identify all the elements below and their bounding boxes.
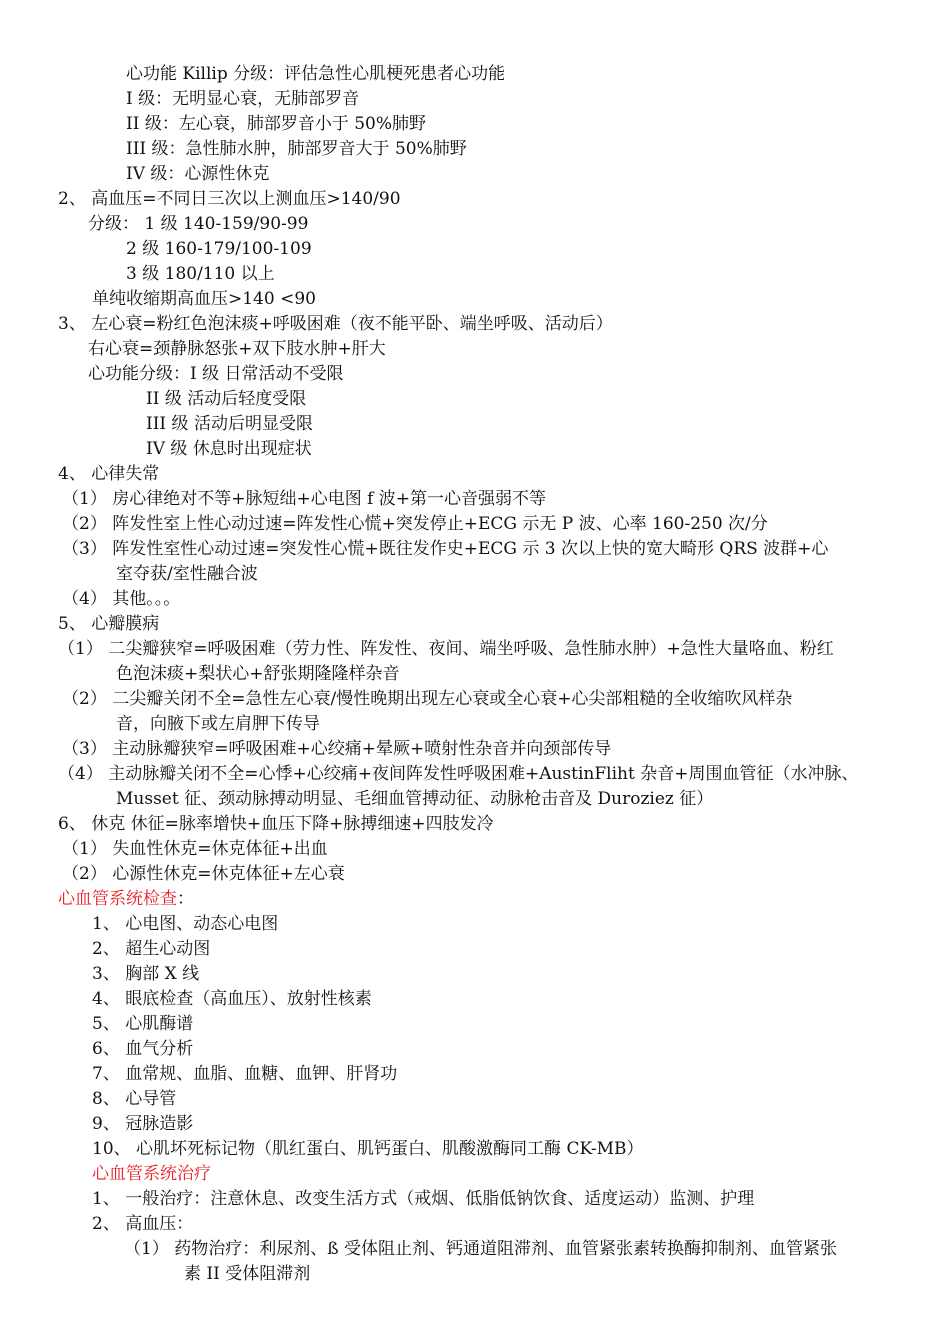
red-title-text: 心血管系统检查 <box>58 889 177 909</box>
list-item: （1） 失血性休克=休克体征+出血 <box>62 839 328 859</box>
text-line: II 级：左心衰，肺部罗音小于 50%肺野 <box>126 114 427 134</box>
text-line: 分级： 1 级 140-159/90-99 <box>88 214 309 234</box>
text-line: I 级：无明显心衰，无肺部罗音 <box>126 89 360 109</box>
list-item: （3） 主动脉瓣狭窄=呼吸困难+心绞痛+晕厥+喷射性杂音并向颈部传导 <box>62 739 612 759</box>
list-item: （3） 阵发性室性心动过速=突发性心慌+既往发作史+ECG 示 3 次以上快的宽大畸形 QRS 波群+心 <box>62 539 829 559</box>
text-line: III 级 活动后明显受限 <box>146 414 313 434</box>
red-section-title <box>58 887 194 912</box>
text-line: 右心衰=颈静脉怒张+双下肢水肿+肝大 <box>88 339 386 359</box>
section-heading: 3、 左心衰=粉红色泡沫痰+呼吸困难（夜不能平卧、端坐呼吸、活动后） <box>58 314 613 334</box>
list-item: 9、 冠脉造影 <box>92 1114 194 1134</box>
list-item-continuation: 室夺获/室性融合波 <box>116 564 258 584</box>
list-item: 2、 超生心动图 <box>92 939 211 959</box>
list-item: （2） 阵发性室上性心动过速=阵发性心慌+突发停止+ECG 示无 P 波、心率 160-250 次/分 <box>62 514 768 534</box>
text-line: 2 级 160-179/100-109 <box>126 239 312 259</box>
list-item: （4） 主动脉瓣关闭不全=心悸+心绞痛+夜间阵发性呼吸困难+AustinFliht 杂音+周围血管征（水冲脉、 <box>58 764 859 784</box>
list-item: 5、 心肌酶谱 <box>92 1014 194 1034</box>
list-item: 3、 胸部 X 线 <box>92 964 200 984</box>
list-item-continuation: 素 II 受体阻滞剂 <box>184 1264 311 1284</box>
list-item: （1） 二尖瓣狭窄=呼吸困难（劳力性、阵发性、夜间、端坐呼吸、急性肺水肿）+急性大量咯血、粉红 <box>58 639 834 659</box>
section-heading: 2、 高血压=不同日三次以上测血压>140/90 <box>58 189 401 209</box>
section-heading: 5、 心瓣膜病 <box>58 614 160 634</box>
text-line: IV 级 休息时出现症状 <box>146 439 312 459</box>
list-item: （1） 房心律绝对不等+脉短绌+心电图 f 波+第一心音强弱不等 <box>62 489 547 509</box>
title-colon: ： <box>177 889 194 909</box>
list-item-continuation: 色泡沫痰+梨状心+舒张期隆隆样杂音 <box>116 664 400 684</box>
list-item: 1、 一般治疗：注意休息、改变生活方式（戒烟、低脂低钠饮食、适度运动）监测、护理 <box>92 1189 755 1209</box>
list-item-continuation: Musset 征、颈动脉搏动明显、毛细血管搏动征、动脉枪击音及 Duroziez 征） <box>116 789 714 809</box>
text-line: IV 级：心源性休克 <box>126 164 270 184</box>
text-line: III 级：急性肺水肿，肺部罗音大于 50%肺野 <box>126 139 467 159</box>
list-item: （4） 其他。。。 <box>62 589 181 609</box>
list-item: （1） 药物治疗：利尿剂、ß 受体阻止剂、钙通道阻滞剂、血管紧张素转换酶抑制剂、血管紧张 <box>124 1239 837 1259</box>
text-line: 单纯收缩期高血压>140 <90 <box>92 289 316 309</box>
section-heading: 4、 心律失常 <box>58 464 160 484</box>
list-item: 6、 血气分析 <box>92 1039 194 1059</box>
list-item: 8、 心导管 <box>92 1089 177 1109</box>
list-item: 4、 眼底检查（高血压）、放射性核素 <box>92 989 372 1009</box>
list-item: 2、 高血压： <box>92 1214 194 1234</box>
red-section-title: 心血管系统治疗 <box>92 1164 211 1184</box>
list-item: 7、 血常规、血脂、血糖、血钾、肝肾功 <box>92 1064 398 1084</box>
section-heading: 6、 休克 休征=脉率增快+血压下降+脉搏细速+四肢发冷 <box>58 814 494 834</box>
list-item: （2） 心源性休克=休克体征+左心衰 <box>62 864 345 884</box>
text-line: II 级 活动后轻度受限 <box>146 389 307 409</box>
list-item: 1、 心电图、动态心电图 <box>92 914 279 934</box>
text-line: 3 级 180/110 以上 <box>126 264 275 284</box>
text-line: 心功能分级：I 级 日常活动不受限 <box>88 364 344 384</box>
text-line: 心功能 Killip 分级：评估急性心肌梗死患者心功能 <box>126 64 506 84</box>
list-item: （2） 二尖瓣关闭不全=急性左心衰/慢性晚期出现左心衰或全心衰+心尖部粗糙的全收缩吹风样杂 <box>62 689 793 709</box>
list-item: 10、 心肌坏死标记物（肌红蛋白、肌钙蛋白、肌酸激酶同工酶 CK-MB） <box>92 1139 644 1159</box>
list-item-continuation: 音，向腋下或左肩胛下传导 <box>116 714 320 734</box>
